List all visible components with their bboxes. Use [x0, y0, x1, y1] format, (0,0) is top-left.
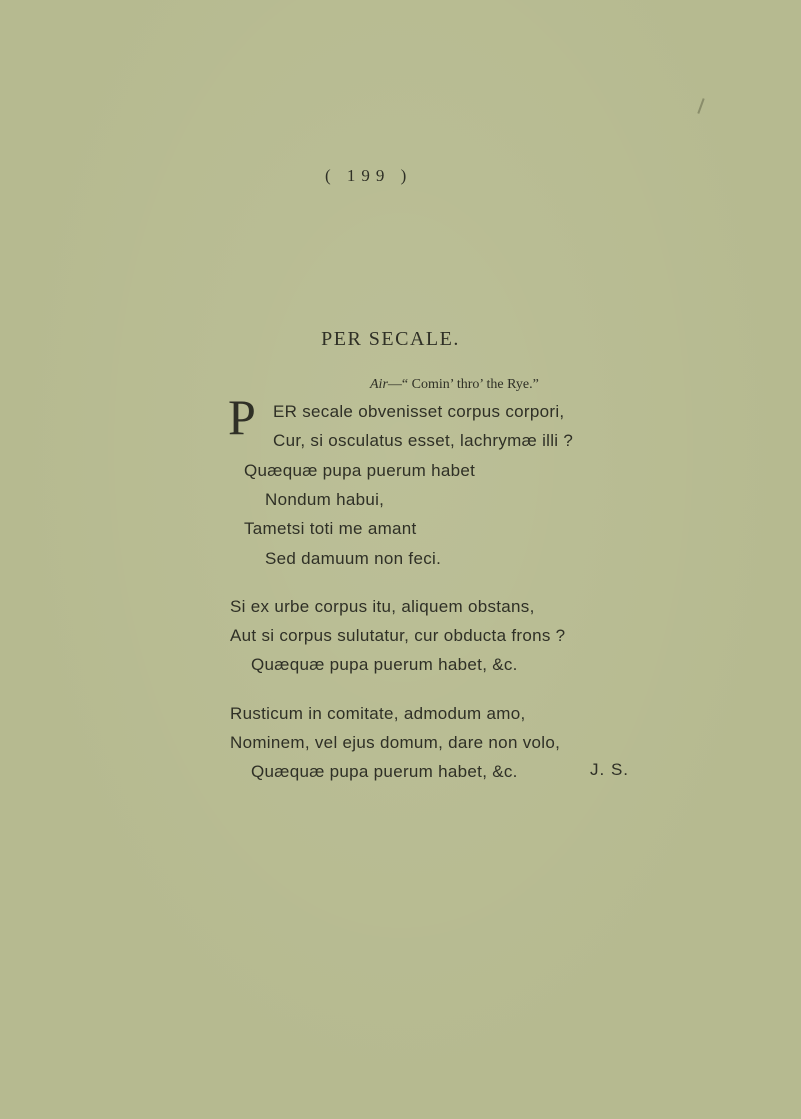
- air-text: —“ Comin’ thro’ the Rye.”: [387, 377, 539, 392]
- verse-line: Quæquæ pupa puerum habet, &c.: [251, 655, 518, 674]
- verse-line: Tametsi toti me amant: [244, 519, 417, 538]
- pencil-mark: [697, 98, 704, 114]
- verse-line: ER secale obvenisset corpus corpori,: [273, 402, 565, 421]
- air-label: Air: [370, 377, 388, 392]
- verse-line: Nominem, vel ejus domum, dare non volo,: [230, 733, 561, 752]
- verse-line: Aut si corpus sulutatur, cur obducta frons ?: [230, 626, 566, 645]
- verse-line: Quæquæ pupa puerum habet, &c.: [251, 762, 518, 781]
- verse-line: Nondum habui,: [265, 490, 385, 509]
- verse-line: Quæquæ pupa puerum habet: [244, 461, 476, 480]
- poem-title: PER SECALE.: [321, 328, 460, 350]
- air-note: [370, 377, 539, 393]
- verse-line: Rusticum in comitate, admodum amo,: [230, 704, 526, 723]
- verse-line: Si ex urbe corpus itu, aliquem obstans,: [230, 597, 535, 616]
- page-number: ( 199 ): [325, 166, 413, 185]
- drop-cap: P: [228, 389, 256, 445]
- verse-line: Sed damuum non feci.: [265, 549, 442, 568]
- signature: J. S.: [590, 760, 630, 779]
- verse-line: Cur, si osculatus esset, lachrymæ illi ?: [273, 431, 574, 450]
